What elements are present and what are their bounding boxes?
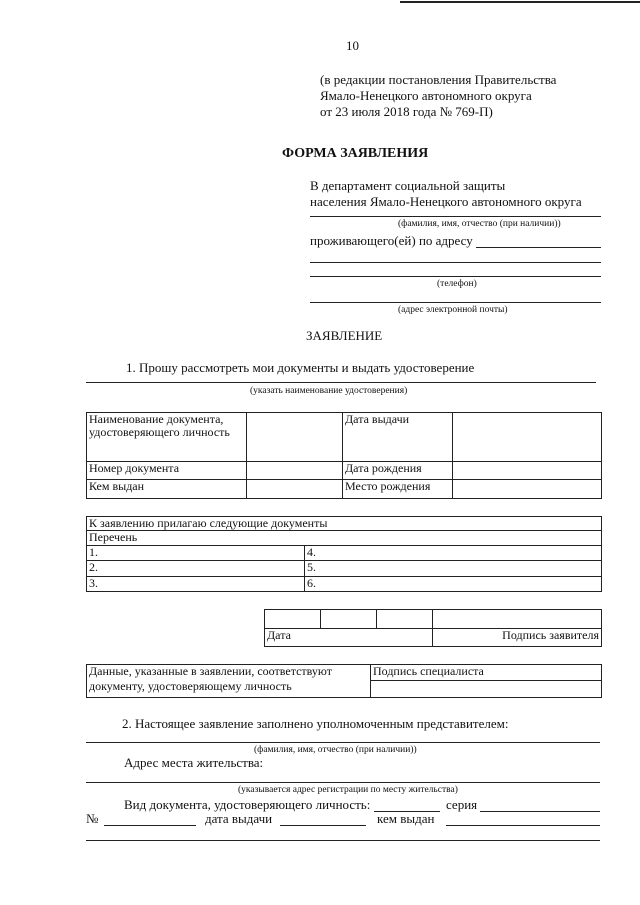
number-field-line[interactable] <box>104 825 196 826</box>
attachment-5[interactable]: 5. <box>305 561 602 576</box>
top-rule <box>400 1 640 3</box>
edition-line-1: (в редакции постановления Правительства <box>320 72 557 87</box>
issued-by-field-line[interactable] <box>446 825 600 826</box>
statement-title: ЗАЯВЛЕНИЕ <box>306 328 383 343</box>
attachment-1[interactable]: 1. <box>87 545 305 560</box>
date-cell-3[interactable] <box>377 610 433 629</box>
id-document-table <box>86 412 602 499</box>
issued-by-label: Кем выдан <box>87 479 247 498</box>
doc-name-value[interactable] <box>247 413 343 462</box>
verification-table <box>86 664 602 698</box>
edition-line-3: от 23 июля 2018 года № 769-П) <box>320 104 493 119</box>
date-cell-1[interactable] <box>265 610 321 629</box>
series-label: серия <box>446 797 478 812</box>
attachment-4[interactable]: 4. <box>305 545 602 560</box>
representative-address-hint: (указывается адрес регистрации по месту жительства) <box>238 785 458 795</box>
email-hint: (адрес электронной почты) <box>398 305 508 315</box>
addressee-line-2: населения Ямало-Ненецкого автономного округа <box>310 194 582 209</box>
attachments-list-label: Перечень <box>87 531 602 545</box>
issue-date-value[interactable] <box>453 413 602 462</box>
number-label: № <box>86 811 99 826</box>
page-number: 10 <box>346 38 359 53</box>
doc-type-label: Вид документа, удостоверяющего личность: <box>124 797 371 812</box>
birth-place-label: Место рождения <box>343 479 453 498</box>
address-field-line-1[interactable] <box>476 247 601 248</box>
representative-fio-hint: (фамилия, имя, отчество (при наличии)) <box>254 745 417 755</box>
item1-text: 1. Прошу рассмотреть мои документы и выдать удостоверение <box>126 360 475 375</box>
attachments-header: К заявлению прилагаю следующие документы <box>87 517 602 531</box>
date-label: Дата <box>265 628 433 647</box>
issued-by-label-2: кем выдан <box>377 811 435 826</box>
issue-date-field-line[interactable] <box>280 825 366 826</box>
item2-text: 2. Настоящее заявление заполнено уполномоченным представителем: <box>122 716 509 731</box>
date-signature-table <box>264 609 602 647</box>
representative-address-label: Адрес места жительства: <box>124 755 264 770</box>
form-title: ФОРМА ЗАЯВЛЕНИЯ <box>282 146 429 161</box>
attachment-3[interactable]: 3. <box>87 576 305 591</box>
residing-label: проживающего(ей) по адресу <box>310 233 473 248</box>
phone-hint: (телефон) <box>437 279 477 289</box>
verification-text-1: Данные, указанные в заявлении, соответствуют <box>87 665 371 681</box>
address-field-line-2[interactable] <box>310 262 601 263</box>
issue-date-label-2: дата выдачи <box>205 811 273 826</box>
doc-number-label: Номер документа <box>87 462 247 479</box>
issued-by-value[interactable] <box>247 479 343 498</box>
birth-date-value[interactable] <box>453 462 602 479</box>
issued-by-field-line-2[interactable] <box>86 840 600 841</box>
addressee-line-1: В департамент социальной защиты <box>310 178 506 193</box>
attachment-6[interactable]: 6. <box>305 576 602 591</box>
date-cell-2[interactable] <box>321 610 377 629</box>
attachments-table <box>86 516 602 592</box>
specialist-signature-value[interactable] <box>371 680 602 697</box>
representative-fio-field-line[interactable] <box>86 742 600 743</box>
series-field-line[interactable] <box>480 811 600 812</box>
representative-address-field-line[interactable] <box>86 782 600 783</box>
edition-line-2: Ямало-Ненецкого автономного округа <box>320 88 532 103</box>
certificate-name-field-line[interactable] <box>86 382 596 383</box>
specialist-signature-label: Подпись специалиста <box>371 665 602 681</box>
birth-date-label: Дата рождения <box>343 462 453 479</box>
signature-label: Подпись заявителя <box>433 628 602 647</box>
phone-field-line[interactable] <box>310 276 601 277</box>
birth-place-value[interactable] <box>453 479 602 498</box>
email-field-line[interactable] <box>310 302 601 303</box>
item1-hint: (указать наименование удостоверения) <box>250 386 408 396</box>
fio-field-line[interactable] <box>310 216 601 217</box>
signature-value[interactable] <box>433 610 602 629</box>
doc-name-label: Наименование документа, удостоверяющего личность <box>87 413 247 462</box>
fio-hint: (фамилия, имя, отчество (при наличии)) <box>398 219 561 229</box>
attachment-2[interactable]: 2. <box>87 561 305 576</box>
issue-date-label: Дата выдачи <box>343 413 453 462</box>
verification-text-2: документу, удостоверяющему личность <box>87 680 371 697</box>
doc-number-value[interactable] <box>247 462 343 479</box>
